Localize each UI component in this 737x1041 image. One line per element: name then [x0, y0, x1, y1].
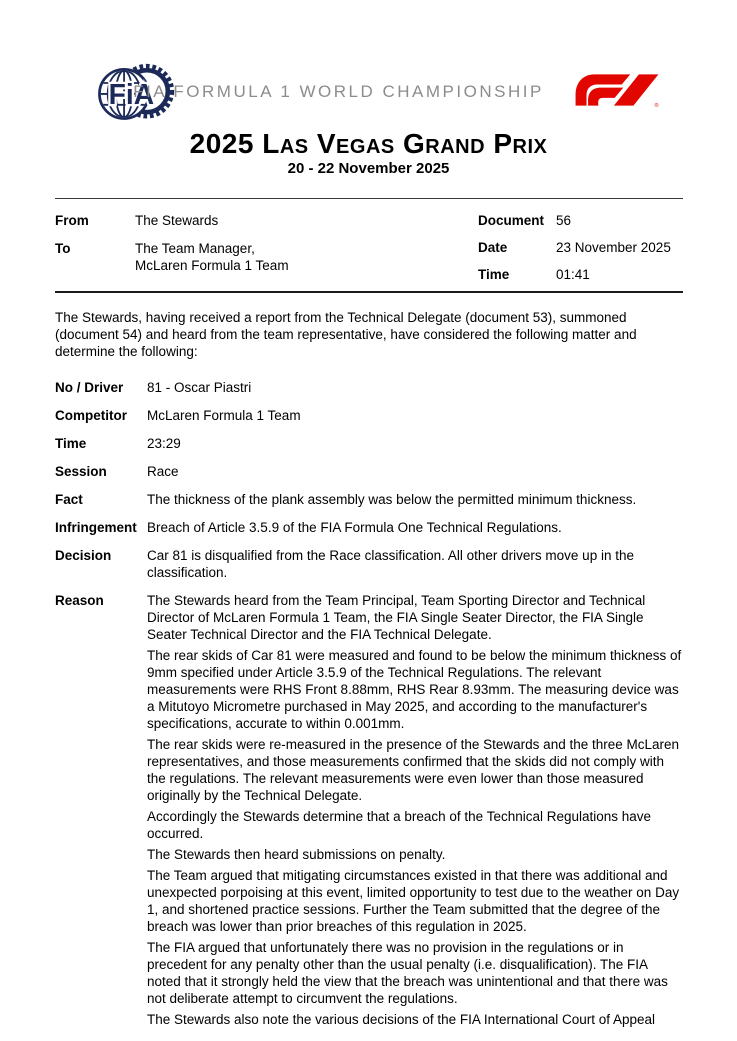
divider-meta-bottom [55, 291, 683, 293]
field-row-session [55, 463, 683, 480]
f1-logo-icon [574, 72, 660, 108]
reason-paragraph: The Stewards also note the various decisions of the FIA International Court of Appeal [147, 1012, 656, 1027]
field-label: Competitor [55, 408, 127, 423]
reason-label: Reason [55, 593, 104, 608]
reason-paragraph: Accordingly the Stewards determine that a breach of the Technical Regulations have occurred. [147, 809, 652, 841]
field-row-no-driver [55, 379, 683, 396]
document-label: Document [478, 213, 545, 228]
field-value: 23:29 [147, 436, 181, 451]
field-row-time [55, 435, 683, 452]
from-label: From [55, 213, 89, 228]
time-value: 01:41 [556, 267, 590, 282]
championship-title: FIA FORMULA 1 WORLD CHAMPIONSHIP [133, 82, 544, 101]
document-meta [55, 199, 683, 291]
event-title: 2025 Las Vegas Grand Prix [189, 128, 548, 159]
field-value: McLaren Formula 1 Team [147, 408, 301, 423]
field-value: 81 - Oscar Piastri [147, 380, 252, 395]
field-row-fact [55, 491, 683, 508]
field-row-reason [55, 592, 683, 1032]
date-label: Date [478, 240, 508, 255]
time-label: Time [478, 267, 510, 282]
field-label: Fact [55, 492, 83, 507]
field-value: Car 81 is disqualified from the Race classification. All other drivers move up in the classification. [147, 548, 634, 580]
meta-row-time [478, 266, 683, 283]
field-label: Time [55, 436, 87, 451]
field-label: Session [55, 464, 107, 479]
field-label: Infringement [55, 520, 137, 535]
event-dates: 20 - 22 November 2025 [287, 160, 450, 177]
field-label: No / Driver [55, 380, 124, 395]
field-row-infringement [55, 519, 683, 536]
reason-paragraph: The FIA argued that unfortunately there was no provision in the regulations or in precedent for any penalty other than the usual penalty (i.e. disqualification). The FIA noted that it strongly held the view that the breach was unintentional and that there was not deliberate attempt to circumvent the regulations. [147, 940, 668, 1006]
reason-value [147, 592, 683, 1032]
meta-row-to [55, 240, 478, 274]
reason-paragraph: The Team argued that mitigating circumstances existed in that there was additional and unexpected porpoising at this event, limited opportunity to test due to the weather on Day 1, and shortened practice sessions. Further the Team submitted that the degree of the breach was lower than prior breaches of this regulation in 2025. [147, 868, 680, 934]
reason-paragraph: The rear skids were re-measured in the presence of the Stewards and the three McLaren representatives, and those measurements confirmed that the skids did not comply with the regulations. The relevant measurements were even lower than those measured originally by the Technical Delegate. [147, 737, 680, 803]
fia-logo-text: FiA [108, 77, 155, 110]
from-value: The Stewards [135, 213, 219, 228]
svg-text:®: ® [654, 103, 659, 108]
field-value: The thickness of the plank assembly was below the permitted minimum thickness. [147, 492, 637, 507]
field-label: Decision [55, 548, 112, 563]
date-value: 23 November 2025 [556, 240, 671, 255]
meta-row-date [478, 239, 683, 256]
to-value: The Team Manager, McLaren Formula 1 Team [135, 241, 289, 273]
reason-paragraph: The rear skids of Car 81 were measured and found to be below the minimum thickness of 9mm specified under Article 3.5.9 of the Technical Regulations. The relevant measurements were RHS Front 8.88mm, RHS Rear 8.93mm. The measuring device was a Mitutoyo Micrometre purchased in May 2025, and according to the manufacturer's specifications, accurate to within 0.001mm. [147, 648, 682, 731]
field-row-competitor [55, 407, 683, 424]
field-value: Race [147, 464, 179, 479]
field-row-decision [55, 547, 683, 581]
reason-paragraph: The Stewards then heard submissions on penalty. [147, 847, 446, 862]
to-label: To [55, 241, 71, 256]
reason-paragraph: The Stewards heard from the Team Principal, Team Sporting Director and Technical Director of McLaren Formula 1 Team, the FIA Single Seater Director, the FIA Single Seater Technical Director and the FIA Technical Delegate. [147, 593, 646, 642]
meta-row-document [478, 212, 683, 229]
document-number: 56 [556, 213, 572, 228]
field-value: Breach of Article 3.5.9 of the FIA Formula One Technical Regulations. [147, 520, 562, 535]
meta-row-from [55, 212, 478, 229]
brand-header [0, 0, 737, 128]
intro-paragraph: The Stewards, having received a report from the Technical Delegate (document 53), summoned (document 54) and heard from the team representative, have considered the following matter and determine the following: [55, 310, 637, 359]
